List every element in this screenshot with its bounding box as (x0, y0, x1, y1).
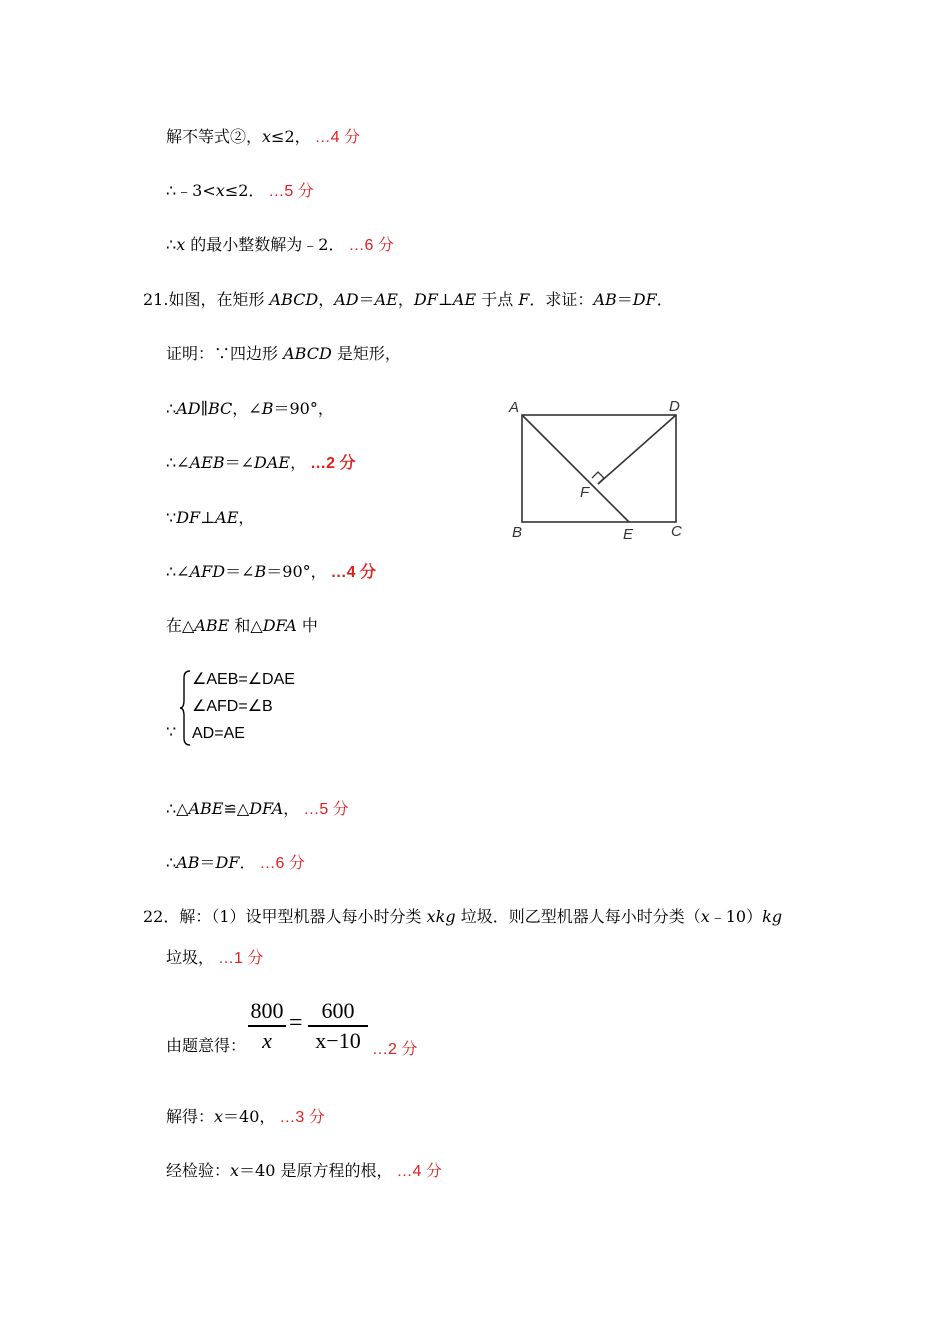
rectangle-abcd (522, 415, 676, 522)
text: ∴ (166, 399, 177, 418)
var: DF (413, 290, 438, 309)
condition-list (192, 666, 295, 747)
score-mark: …1 分 (218, 950, 264, 967)
step-solve-inequality-2 (166, 127, 360, 148)
var: x (214, 1107, 224, 1126)
text: ＝90°， (273, 399, 334, 418)
denominator: x−10 (315, 1027, 361, 1053)
score-mark: …4 分 (314, 129, 360, 146)
text: ∴∠ (166, 453, 190, 472)
fraction-left (248, 998, 286, 1054)
var: AD (334, 290, 359, 309)
text: 于点 (476, 290, 519, 309)
var: AFD (189, 562, 226, 581)
right-angle-marker (592, 472, 604, 484)
var: DAE (254, 453, 291, 472)
question-number: 22． (143, 907, 180, 926)
var: AEB (189, 453, 225, 472)
var: ABCD (269, 290, 319, 309)
var: B (261, 399, 274, 418)
segment-df (598, 415, 676, 484)
condition-row: AD=AE (192, 725, 245, 742)
text: ， (238, 508, 255, 527)
text: ． (656, 290, 673, 309)
q21-proof-8 (166, 853, 305, 874)
var: AB (593, 290, 617, 309)
var: B (254, 562, 267, 581)
text: ，∠ (232, 399, 262, 418)
score-mark: …4 分 (330, 564, 376, 581)
var: AE (374, 290, 398, 309)
text: ． (239, 853, 256, 872)
text: ∵ (166, 508, 177, 527)
var: kg (762, 907, 783, 926)
var: DFA (262, 616, 297, 635)
text: ＝ (358, 290, 375, 309)
score-mark: …4 分 (396, 1163, 442, 1180)
text: 是矩形， (331, 344, 401, 363)
q22-solve (166, 1107, 325, 1128)
var: AE (215, 508, 239, 527)
denominator: x (262, 1027, 272, 1053)
text: ， (397, 290, 414, 309)
text: ∴ (166, 853, 177, 872)
text: ＝ (199, 853, 216, 872)
fraction-right (308, 998, 368, 1054)
q21-proof-5 (166, 562, 376, 583)
var: x (230, 1161, 240, 1180)
text: 解得： (166, 1107, 215, 1126)
var: DF (215, 853, 240, 872)
text: ＝∠ (224, 453, 255, 472)
q21-proof-7 (166, 799, 349, 820)
text: ≤2， (271, 127, 311, 146)
equals-sign: = (289, 1010, 303, 1036)
var: xkg (426, 907, 456, 926)
fraction-bar (308, 1025, 368, 1027)
text: ．求证： (529, 290, 594, 309)
score-mark: …6 分 (348, 237, 394, 254)
var: BC (207, 399, 233, 418)
text: 解：（1）设甲型机器人每小时分类 (179, 907, 427, 926)
text: 由题意得： (166, 1036, 247, 1055)
text: ≌△ (223, 799, 250, 818)
var: DF (176, 508, 201, 527)
label-a: A (509, 399, 520, 416)
variable: x (262, 127, 272, 146)
label-e: E (623, 526, 634, 543)
text: ∴△ (166, 799, 189, 818)
label-d: D (669, 398, 680, 415)
label-b: B (512, 524, 523, 541)
text: 如图，在矩形 (168, 290, 270, 309)
numerator: 800 (250, 998, 284, 1023)
text: 的最小整数解为﹣2． (185, 235, 345, 254)
text: 证明：∵四边形 (166, 344, 284, 363)
text: ， (290, 453, 307, 472)
text: ＝40 是原方程的根， (239, 1161, 393, 1180)
because-symbol: ∵ (166, 722, 177, 741)
q22-stem-cont (166, 948, 263, 969)
text: 垃圾．则乙型机器人每小时分类（ (455, 907, 701, 926)
text: 在△ (166, 616, 195, 635)
score-mark: …2 分 (310, 455, 356, 472)
q21-proof-6 (166, 616, 318, 636)
var: ABCD (283, 344, 332, 363)
left-brace-icon (180, 670, 192, 746)
score-mark: …5 分 (268, 183, 314, 200)
segment-ae (522, 415, 629, 522)
text: ⊥ (437, 290, 453, 309)
var: AE (452, 290, 477, 309)
text: ∴﹣3< (166, 181, 216, 200)
text: ∥ (200, 399, 208, 418)
variable: x (215, 181, 225, 200)
fraction-bar (248, 1025, 286, 1027)
var: DF (632, 290, 657, 309)
text: ＝40， (223, 1107, 276, 1126)
score-mark: …5 分 (303, 801, 349, 818)
text: 解不等式②， (166, 127, 263, 146)
q21-proof-4 (166, 508, 254, 528)
label-c: C (671, 523, 682, 540)
q22-equation-label (166, 1036, 246, 1056)
text: ， (283, 799, 300, 818)
text: ﹣10） (709, 907, 763, 926)
text: ∴ (166, 235, 177, 254)
text: ∴∠ (166, 562, 190, 581)
score-mark: …3 分 (279, 1109, 325, 1126)
congruence-conditions (166, 664, 366, 744)
text: 垃圾， (166, 948, 215, 967)
text: 中 (296, 616, 318, 635)
variable: x (176, 235, 186, 254)
q22-check (166, 1161, 442, 1182)
var: DFA (249, 799, 284, 818)
text: ≤2． (224, 181, 265, 200)
label-f: F (580, 484, 590, 501)
score-mark: …6 分 (259, 855, 305, 872)
text: ＝ (616, 290, 633, 309)
score-mark: …2 分 (372, 1041, 418, 1058)
step-solution-set (166, 181, 314, 202)
text: ＝90°， (266, 562, 327, 581)
q21-proof-2 (166, 399, 334, 419)
var: ABE (188, 799, 224, 818)
question-number: 21. (143, 290, 169, 309)
condition-row: ∠AEB=∠DAE (192, 671, 295, 688)
text: ⊥ (200, 508, 216, 527)
rectangle-figure (505, 393, 695, 547)
text: 经检验： (166, 1161, 231, 1180)
q21-proof-1 (166, 344, 401, 364)
q21-stem (143, 290, 673, 310)
text: ， (318, 290, 335, 309)
var: F (518, 290, 530, 309)
var: AD (176, 399, 201, 418)
numerator: 600 (321, 998, 355, 1023)
condition-row: ∠AFD=∠B (192, 698, 273, 715)
var: ABE (194, 616, 230, 635)
q21-proof-3 (166, 453, 355, 474)
text: 和△ (229, 616, 263, 635)
q22-stem (143, 907, 782, 927)
step-min-integer (166, 235, 394, 256)
text: ＝∠ (225, 562, 255, 581)
var: AB (176, 853, 200, 872)
var: x (700, 907, 710, 926)
